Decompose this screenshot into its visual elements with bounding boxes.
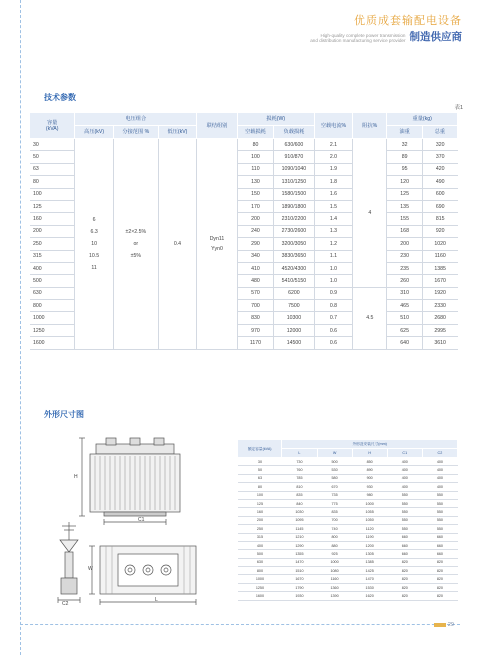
dim-th-dims: 外形及安装尺寸(mm)	[282, 440, 458, 449]
hv-value: 10.5	[89, 252, 100, 259]
dim-row	[238, 508, 458, 516]
cell-capacity: 63	[30, 163, 75, 175]
cell-noload-current: 0.6	[314, 324, 352, 336]
dim-cell: 550	[422, 525, 457, 533]
dim-cell: 580	[317, 474, 352, 482]
cell-noload-current: 1.2	[314, 238, 352, 250]
cell-total-weight: 320	[422, 139, 457, 151]
dim-label-c2: C2	[62, 601, 69, 607]
dim-cell: 1620	[352, 592, 387, 600]
cell-noload-current: 1.0	[314, 275, 352, 287]
dim-cell: 1290	[282, 541, 317, 549]
cell-capacity: 1600	[30, 337, 75, 349]
dim-cell: 820	[422, 592, 457, 600]
cell-total-weight: 600	[422, 188, 457, 200]
dim-cell: 1120	[352, 525, 387, 533]
dim-th-col: L	[282, 449, 317, 458]
cell-noload-loss: 410	[237, 262, 273, 274]
tap-value: or	[133, 240, 139, 247]
dim-cell: 660	[422, 541, 457, 549]
cell-total-weight: 370	[422, 151, 457, 163]
cell-noload-current: 2.1	[314, 139, 352, 151]
dim-cell: 200	[238, 516, 282, 524]
cell-impedance-b: 4.5	[353, 287, 387, 349]
dim-row	[238, 583, 458, 591]
dim-cell: 50	[238, 466, 282, 474]
cell-total-weight: 1670	[422, 275, 457, 287]
dim-row	[238, 592, 458, 600]
dim-row	[238, 558, 458, 566]
cell-oil-weight: 510	[387, 312, 422, 324]
dim-cell: 550	[387, 525, 422, 533]
cell-load-loss: 1890/1800	[274, 200, 315, 212]
cell-capacity: 630	[30, 287, 75, 299]
dim-cell: 1000	[352, 499, 387, 507]
dim-cell: 1390	[317, 592, 352, 600]
dim-cell: 1190	[352, 533, 387, 541]
hv-value: 10	[91, 240, 97, 247]
cell-impedance-a: 4	[353, 139, 387, 288]
cell-total-weight: 1020	[422, 238, 457, 250]
cell-capacity: 125	[30, 200, 75, 212]
dim-cell: 100	[238, 491, 282, 499]
side-view-drawing	[54, 520, 84, 608]
dim-cell: 820	[422, 567, 457, 575]
cell-noload-loss: 570	[237, 287, 273, 299]
dim-cell: 1210	[282, 533, 317, 541]
cell-noload-loss: 170	[237, 200, 273, 212]
dim-row	[238, 525, 458, 533]
cell-load-loss: 4520/4300	[274, 262, 315, 274]
dim-cell: 660	[387, 533, 422, 541]
cell-lv: 0.4	[158, 139, 196, 350]
cell-noload-current: 1.0	[314, 262, 352, 274]
dim-cell: 820	[387, 558, 422, 566]
th-hv: 高压(kV)	[75, 126, 113, 139]
cell-total-weight: 1160	[422, 250, 457, 262]
dim-cell: 1050	[352, 516, 387, 524]
dim-cell: 890	[352, 466, 387, 474]
cell-noload-current: 1.9	[314, 163, 352, 175]
cell-load-loss: 7500	[274, 300, 315, 312]
dim-cell: 660	[422, 550, 457, 558]
cell-load-loss: 14500	[274, 337, 315, 349]
th-connection: 联结组别	[197, 113, 238, 139]
dim-cell: 400	[422, 483, 457, 491]
table-number: 表1	[454, 105, 463, 111]
cell-noload-loss: 150	[237, 188, 273, 200]
dimension-table	[238, 440, 458, 601]
dim-row	[238, 458, 458, 466]
spec-row	[30, 139, 458, 151]
page-header	[310, 12, 462, 44]
dim-cell: 1530	[352, 583, 387, 591]
tap-value: ±5%	[130, 252, 141, 259]
dim-cell: 80	[238, 483, 282, 491]
dim-cell: 820	[422, 575, 457, 583]
cell-total-weight: 815	[422, 213, 457, 225]
cell-total-weight: 2995	[422, 324, 457, 336]
dim-cell: 400	[387, 466, 422, 474]
dim-cell: 1930	[282, 592, 317, 600]
cell-noload-current: 0.8	[314, 300, 352, 312]
dim-cell: 730	[282, 458, 317, 466]
dim-cell: 800	[317, 533, 352, 541]
dim-row	[238, 516, 458, 524]
th-capacity	[30, 113, 75, 139]
cell-load-loss: 5410/5150	[274, 275, 315, 287]
cell-capacity: 100	[30, 188, 75, 200]
dim-th-col: C1	[387, 449, 422, 458]
cell-load-loss: 3830/3650	[274, 250, 315, 262]
dim-th-capacity: 额定容量(kVA)	[238, 440, 282, 458]
dim-cell: 63	[238, 474, 282, 482]
dim-th-col: H	[352, 449, 387, 458]
dim-cell: 1200	[352, 541, 387, 549]
dim-cell: 820	[422, 583, 457, 591]
cell-oil-weight: 200	[387, 238, 422, 250]
dim-cell: 820	[387, 592, 422, 600]
dim-cell: 550	[387, 508, 422, 516]
dim-cell: 1160	[317, 575, 352, 583]
dim-cell: 1080	[317, 567, 352, 575]
dim-label-w: W	[88, 566, 93, 572]
dim-label-l: L	[155, 597, 158, 603]
th-capacity-label: 容量	[46, 119, 58, 126]
dim-cell: 250	[238, 525, 282, 533]
dim-cell: 125	[238, 499, 282, 507]
hv-value: 6	[92, 216, 96, 223]
cell-capacity: 800	[30, 300, 75, 312]
cell-capacity: 160	[30, 213, 75, 225]
dim-cell: 1355	[282, 550, 317, 558]
cell-total-weight: 420	[422, 163, 457, 175]
dim-cell: 1055	[352, 508, 387, 516]
cell-noload-loss: 1170	[237, 337, 273, 349]
cell-noload-current: 1.3	[314, 225, 352, 237]
cell-load-loss: 630/600	[274, 139, 315, 151]
cell-total-weight: 3610	[422, 337, 457, 349]
dim-cell: 550	[422, 499, 457, 507]
cell-noload-loss: 240	[237, 225, 273, 237]
cell-oil-weight: 465	[387, 300, 422, 312]
cell-oil-weight: 135	[387, 200, 422, 212]
th-noload-loss: 空载损耗	[237, 126, 273, 139]
cell-capacity: 1250	[30, 324, 75, 336]
dim-cell: 840	[282, 499, 317, 507]
cell-capacity: 200	[30, 225, 75, 237]
cell-noload-current: 1.1	[314, 250, 352, 262]
dim-cell: 160	[238, 508, 282, 516]
dim-cell: 1030	[282, 508, 317, 516]
dim-cell: 1670	[282, 575, 317, 583]
dim-cell: 30	[238, 458, 282, 466]
dim-row	[238, 533, 458, 541]
dim-cell: 660	[387, 550, 422, 558]
cell-oil-weight: 310	[387, 287, 422, 299]
dim-row	[238, 491, 458, 499]
dim-cell: 400	[422, 474, 457, 482]
th-impedance: 阻抗%	[353, 113, 387, 139]
dim-cell: 1425	[352, 567, 387, 575]
th-voltage: 电压组合	[75, 113, 197, 126]
dim-cell: 500	[317, 458, 352, 466]
dim-cell: 1360	[317, 583, 352, 591]
dim-cell: 835	[317, 508, 352, 516]
cell-total-weight: 1920	[422, 287, 457, 299]
dim-cell: 900	[352, 474, 387, 482]
header-slogan: 制造供应商	[409, 31, 462, 43]
dim-cell: 1470	[352, 575, 387, 583]
th-load-loss: 负载损耗	[274, 126, 315, 139]
dim-cell: 980	[352, 491, 387, 499]
dim-cell: 820	[422, 558, 457, 566]
section-title-tech: 技术参数	[44, 93, 76, 102]
cell-oil-weight: 230	[387, 250, 422, 262]
cell-total-weight: 2330	[422, 300, 457, 312]
cell-noload-current: 1.4	[314, 213, 352, 225]
dim-row	[238, 575, 458, 583]
dim-label-c1: C1	[138, 517, 145, 523]
dim-cell: 820	[387, 575, 422, 583]
dim-cell: 1385	[352, 558, 387, 566]
cell-noload-loss: 290	[237, 238, 273, 250]
dim-cell: 1000	[317, 558, 352, 566]
dim-cell: 925	[317, 550, 352, 558]
dim-cell: 800	[238, 567, 282, 575]
cell-load-loss: 2730/2600	[274, 225, 315, 237]
dim-cell: 820	[387, 583, 422, 591]
dim-cell: 530	[317, 466, 352, 474]
cell-load-loss: 10300	[274, 312, 315, 324]
dim-cell: 1600	[238, 592, 282, 600]
dim-cell: 1470	[282, 558, 317, 566]
page-number-box	[414, 620, 454, 629]
dim-cell: 400	[387, 474, 422, 482]
spec-table	[30, 113, 458, 350]
dim-cell: 660	[422, 533, 457, 541]
cell-capacity: 30	[30, 139, 75, 151]
cell-noload-current: 0.9	[314, 287, 352, 299]
dim-cell: 700	[317, 516, 352, 524]
cell-oil-weight: 125	[387, 188, 422, 200]
cell-oil-weight: 640	[387, 337, 422, 349]
th-tap: 分接范围 %	[113, 126, 158, 139]
dim-row	[238, 483, 458, 491]
dim-cell: 400	[422, 458, 457, 466]
cell-oil-weight: 120	[387, 176, 422, 188]
cell-load-loss: 6200	[274, 287, 315, 299]
header-subtitle-line-2: and distribution manufacturing service provider	[310, 38, 406, 44]
page-number: 29	[447, 621, 454, 628]
cell-noload-loss: 480	[237, 275, 273, 287]
dim-cell: 550	[422, 491, 457, 499]
dim-cell: 1095	[282, 516, 317, 524]
header-subtitle-line-1: High-quality complete power transmission	[320, 32, 406, 38]
dim-row	[238, 499, 458, 507]
cell-load-loss: 2310/2200	[274, 213, 315, 225]
cell-oil-weight: 260	[387, 275, 422, 287]
plan-view-drawing	[86, 540, 206, 610]
cell-load-loss: 910/870	[274, 151, 315, 163]
cell-total-weight: 920	[422, 225, 457, 237]
dim-cell: 930	[352, 483, 387, 491]
dim-row	[238, 541, 458, 549]
cell-noload-current: 2.0	[314, 151, 352, 163]
dim-cell: 810	[282, 483, 317, 491]
left-guide-line	[20, 0, 21, 655]
front-view-drawing	[70, 436, 200, 531]
dim-th-col: C2	[422, 449, 457, 458]
cell-capacity: 50	[30, 151, 75, 163]
dim-cell: 1250	[238, 583, 282, 591]
cell-noload-loss: 830	[237, 312, 273, 324]
dim-cell: 1790	[282, 583, 317, 591]
cell-load-loss: 1310/1250	[274, 176, 315, 188]
cell-capacity: 1000	[30, 312, 75, 324]
dim-cell: 1305	[352, 550, 387, 558]
cell-capacity: 500	[30, 275, 75, 287]
dim-row	[238, 466, 458, 474]
connection-value: Yyn0	[211, 245, 223, 252]
cell-total-weight: 2680	[422, 312, 457, 324]
connection-value: Dyn11	[209, 235, 225, 242]
dim-row	[238, 474, 458, 482]
th-oil: 油重	[387, 126, 422, 139]
header-title: 优质成套输配电设备	[354, 15, 462, 27]
th-loss: 损耗(W)	[237, 113, 314, 126]
dim-cell: 550	[387, 499, 422, 507]
cell-load-loss: 1580/1500	[274, 188, 315, 200]
dim-cell: 820	[387, 567, 422, 575]
cell-noload-loss: 340	[237, 250, 273, 262]
cell-noload-loss: 700	[237, 300, 273, 312]
th-total: 总重	[422, 126, 457, 139]
cell-noload-current: 0.6	[314, 337, 352, 349]
dim-cell: 550	[387, 516, 422, 524]
dim-cell: 630	[238, 558, 282, 566]
dim-cell: 1145	[282, 525, 317, 533]
cell-load-loss: 1090/1040	[274, 163, 315, 175]
cell-oil-weight: 89	[387, 151, 422, 163]
cell-oil-weight: 168	[387, 225, 422, 237]
cell-oil-weight: 95	[387, 163, 422, 175]
dim-cell: 400	[422, 466, 457, 474]
cell-noload-loss: 970	[237, 324, 273, 336]
cell-hv-group	[75, 139, 113, 350]
header-subtitle-en	[310, 33, 405, 44]
dim-cell: 550	[422, 508, 457, 516]
dim-cell: 1000	[238, 575, 282, 583]
cell-connection-group	[197, 139, 238, 350]
dim-cell: 835	[282, 491, 317, 499]
section-title-dims: 外形尺寸图	[44, 410, 84, 419]
dim-cell: 735	[317, 491, 352, 499]
cell-oil-weight: 625	[387, 324, 422, 336]
dim-cell: 740	[317, 525, 352, 533]
th-capacity-unit: (kVA)	[45, 125, 59, 132]
cell-load-loss: 12000	[274, 324, 315, 336]
cell-oil-weight: 32	[387, 139, 422, 151]
th-noload-current: 空载电流%	[314, 113, 352, 139]
tap-value: ±2×2.5%	[125, 228, 147, 235]
cell-noload-loss: 80	[237, 139, 273, 151]
cell-capacity: 80	[30, 176, 75, 188]
dim-th-col: W	[317, 449, 352, 458]
cell-noload-loss: 200	[237, 213, 273, 225]
dim-cell: 670	[317, 483, 352, 491]
footer-line	[20, 624, 460, 625]
cell-noload-loss: 110	[237, 163, 273, 175]
th-weight: 重量(kg)	[387, 113, 458, 126]
cell-oil-weight: 155	[387, 213, 422, 225]
th-lv: 低压(kV)	[158, 126, 196, 139]
dim-row	[238, 550, 458, 558]
dim-cell: 400	[387, 483, 422, 491]
page-number-bar	[434, 623, 446, 627]
dim-cell: 850	[352, 458, 387, 466]
cell-noload-current: 1.5	[314, 200, 352, 212]
dim-cell: 400	[238, 541, 282, 549]
cell-tap-group	[113, 139, 158, 350]
dim-cell: 550	[422, 516, 457, 524]
dim-cell: 400	[387, 458, 422, 466]
dim-label-h: H	[74, 474, 78, 480]
cell-capacity: 315	[30, 250, 75, 262]
dim-row	[238, 567, 458, 575]
cell-capacity: 400	[30, 262, 75, 274]
dim-cell: 785	[282, 474, 317, 482]
dim-cell: 1510	[282, 567, 317, 575]
cell-capacity: 250	[30, 238, 75, 250]
cell-noload-loss: 100	[237, 151, 273, 163]
cell-noload-current: 0.7	[314, 312, 352, 324]
cell-oil-weight: 235	[387, 262, 422, 274]
dim-cell: 315	[238, 533, 282, 541]
hv-value: 6.3	[90, 228, 98, 235]
dim-cell: 500	[238, 550, 282, 558]
dim-cell: 760	[282, 466, 317, 474]
hv-value: 11	[91, 264, 97, 271]
cell-total-weight: 490	[422, 176, 457, 188]
dim-cell: 880	[317, 541, 352, 549]
dim-cell: 660	[387, 541, 422, 549]
dim-cell: 775	[317, 499, 352, 507]
cell-total-weight: 690	[422, 200, 457, 212]
cell-noload-current: 1.6	[314, 188, 352, 200]
cell-noload-loss: 130	[237, 176, 273, 188]
cell-load-loss: 3200/3050	[274, 238, 315, 250]
cell-total-weight: 1385	[422, 262, 457, 274]
cell-noload-current: 1.8	[314, 176, 352, 188]
dim-cell: 550	[387, 491, 422, 499]
